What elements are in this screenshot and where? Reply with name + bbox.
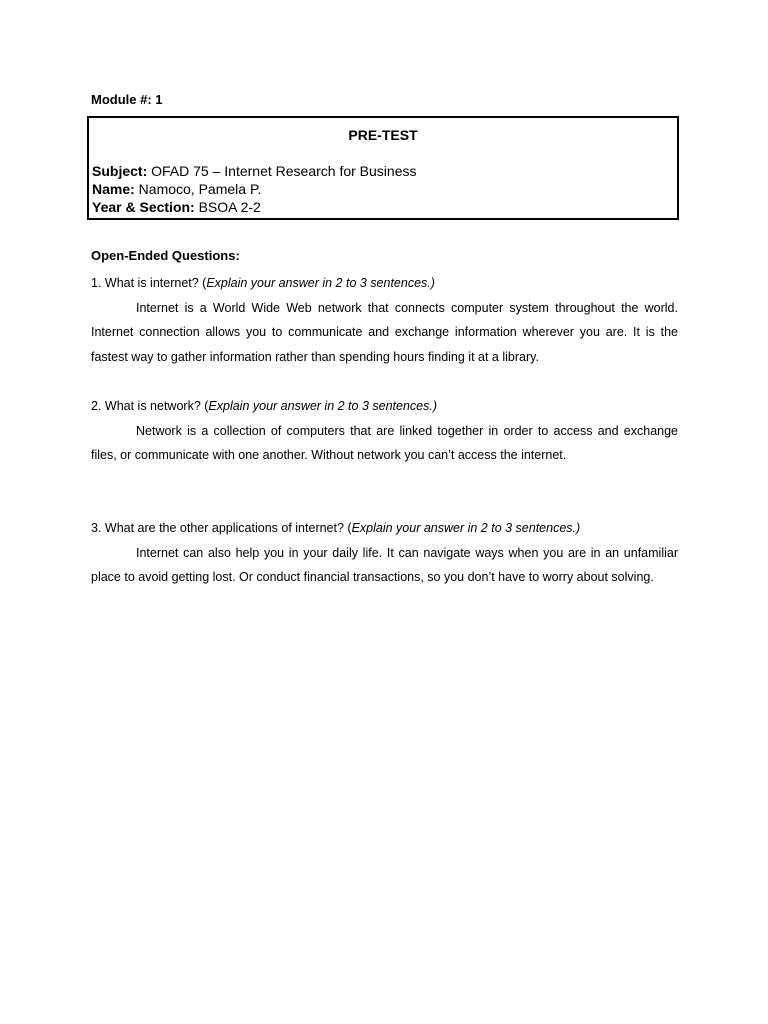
subject-value: OFAD 75 – Internet Research for Business [147,163,417,179]
answer-text: Network is a collection of computers that are linked together in order to access and exchange files, or communicate with one another. Without network you can’t access the internet. [91,423,678,462]
module-label: Module #: 1 [91,92,163,107]
answer-text: Internet can also help you in your daily life. It can navigate ways when you are in an unfamiliar place to avoid getting lost. Or conduct financial transactions, so you don’t have to worry about solving. [91,545,678,584]
year-section-value: BSOA 2-2 [194,199,261,215]
question-text: 2. What is network? ( [91,399,209,413]
question-prompt [91,394,678,419]
question-prompt [91,516,678,541]
question-prompt [91,271,678,296]
subject-row [92,163,416,180]
question-text: 3. What are the other applications of internet? ( [91,521,352,535]
question-3 [91,516,678,590]
question-2 [91,394,678,468]
name-value: Namoco, Pamela P. [134,181,262,197]
question-text: 1. What is internet? ( [91,276,207,290]
year-section-label: Year & Section: [92,199,195,215]
question-1 [91,271,678,369]
name-row [92,181,261,198]
name-label: Name: [92,181,135,197]
section-heading: Open-Ended Questions: [91,248,240,263]
question-hint: Explain your answer in 2 to 3 sentences.) [206,276,435,290]
subject-label: Subject: [92,163,148,179]
section-row [92,199,261,216]
page-title: PRE-TEST [348,127,418,143]
question-hint: Explain your answer in 2 to 3 sentences.) [351,521,581,535]
answer-text: Internet is a World Wide Web network that connects computer system throughout the world. Internet connection allows you to communicate and exchange information wherever you are. It is the fastest way to gather information rather than spending hours finding it at a library. [91,300,678,364]
header-box [87,116,679,220]
question-hint: Explain your answer in 2 to 3 sentences.) [208,399,438,413]
